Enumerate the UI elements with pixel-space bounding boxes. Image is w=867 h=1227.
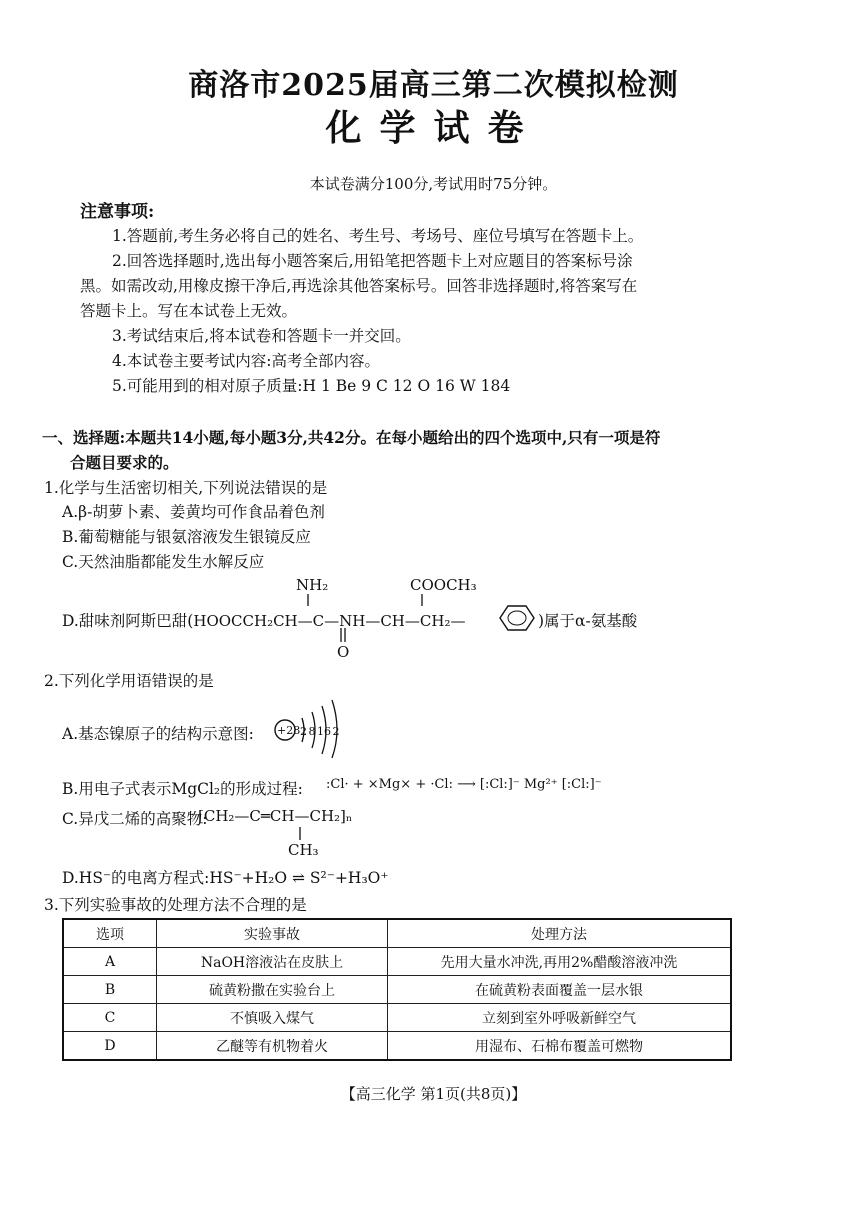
question-1-option-a: A.β-胡萝卜素、姜黄均可作食品着色剂: [62, 503, 325, 521]
question-1-stem: 1.化学与生活密切相关,下列说法错误的是: [44, 479, 328, 497]
notice-item: 2.回答选择题时,选出每小题答案后,用铅笔把答题卡上对应题目的答案标号涂: [112, 252, 633, 270]
question-1-option-c: C.天然油脂都能发生水解反应: [62, 553, 265, 571]
table-cell: 硫黄粉撒在实验台上: [157, 976, 388, 1004]
table-header: 处理方法: [388, 919, 732, 948]
aspartame-ester-group: COOCH₃: [410, 576, 477, 594]
notice-heading: 注意事项:: [80, 202, 155, 222]
table-cell: 乙醚等有机物着火: [157, 1032, 388, 1061]
question-2-option-a: A.基态镍原子的结构示意图:: [62, 725, 254, 743]
notice-item: 5.可能用到的相对原子质量:H 1 Be 9 C 12 O 16 W 184: [112, 377, 511, 395]
question-3-stem: 3.下列实验事故的处理方法不合理的是: [44, 896, 307, 914]
table-cell: C: [63, 1004, 157, 1032]
table-cell: 用湿布、石棉布覆盖可燃物: [388, 1032, 732, 1061]
table-cell: 立刻到室外呼吸新鲜空气: [388, 1004, 732, 1032]
accident-table: [62, 918, 732, 1061]
mgcl2-formation-process: :Cl· + ×Mg× + ·Cl: ⟶ [:Cl:]⁻ Mg²⁺ [:Cl:]⁻: [326, 777, 602, 792]
aspartame-formula: HOOCCH₂CH—C—NH—CH—CH₂—: [193, 612, 466, 630]
option-d-prefix: D.甜味剂阿斯巴甜(: [62, 612, 194, 630]
table-header-row: [63, 919, 731, 948]
question-2-option-b: B.用电子式表示MgCl₂的形成过程:: [62, 780, 303, 798]
table-cell: 不慎吸入煤气: [157, 1004, 388, 1032]
notice-item: 1.答题前,考生务必将自己的姓名、考生号、考场号、座位号填写在答题卡上。: [112, 227, 644, 245]
table-cell: 先用大量水冲洗,再用2%醋酸溶液冲洗: [388, 948, 732, 976]
question-2-option-c: C.异戊二烯的高聚物:: [62, 810, 208, 828]
polyisoprene-formula: [CH₂—C═CH—CH₂]ₙ: [198, 807, 353, 825]
table-row: [63, 1032, 731, 1061]
page-footer: 【高三化学 第1页(共8页)】: [340, 1085, 527, 1103]
question-2-stem: 2.下列化学用语错误的是: [44, 672, 214, 690]
table-row: [63, 1004, 731, 1032]
aspartame-nh2-group: NH₂: [296, 576, 329, 594]
table-cell: D: [63, 1032, 157, 1061]
option-d-suffix: )属于α-氨基酸: [538, 612, 638, 630]
exam-meta: 本试卷满分100分,考试用时75分钟。: [309, 175, 558, 193]
aspartame-carbonyl-o: O: [337, 643, 350, 661]
nickel-electron-shells: 2 8 16 2: [300, 725, 340, 738]
section-heading: 一、选择题:本题共14小题,每小题3分,共42分。在每小题给出的四个选项中,只有一项是符: [42, 428, 661, 447]
notice-item: 答题卡上。写在本试卷上无效。: [80, 302, 298, 320]
exam-title: 商洛市2025届高三第二次模拟检测: [188, 68, 679, 103]
table-row: [63, 948, 731, 976]
table-cell: A: [63, 948, 157, 976]
notice-item: 3.考试结束后,将本试卷和答题卡一并交回。: [112, 327, 411, 345]
table-header: 选项: [63, 919, 157, 948]
polyisoprene-methyl: CH₃: [288, 841, 319, 859]
notice-item: 黑。如需改动,用橡皮擦干净后,再选涂其他答案标号。回答非选择题时,将答案写在: [80, 277, 638, 295]
nickel-nucleus-charge: +28: [277, 724, 301, 737]
table-row: [63, 976, 731, 1004]
subject-title: 化学试卷: [325, 107, 542, 149]
question-1-option-b: B.葡萄糖能与银氨溶液发生银镜反应: [62, 528, 311, 546]
notice-item: 4.本试卷主要考试内容:高考全部内容。: [112, 352, 381, 370]
table-cell: 在硫黄粉表面覆盖一层水银: [388, 976, 732, 1004]
section-heading-cont: 合题目要求的。: [70, 453, 179, 472]
table-cell: NaOH溶液沾在皮肤上: [157, 948, 388, 976]
question-2-option-d: D.HS⁻的电离方程式:HS⁻+H₂O ⇌ S²⁻+H₃O⁺: [62, 869, 389, 887]
table-cell: B: [63, 976, 157, 1004]
table-header: 实验事故: [157, 919, 388, 948]
